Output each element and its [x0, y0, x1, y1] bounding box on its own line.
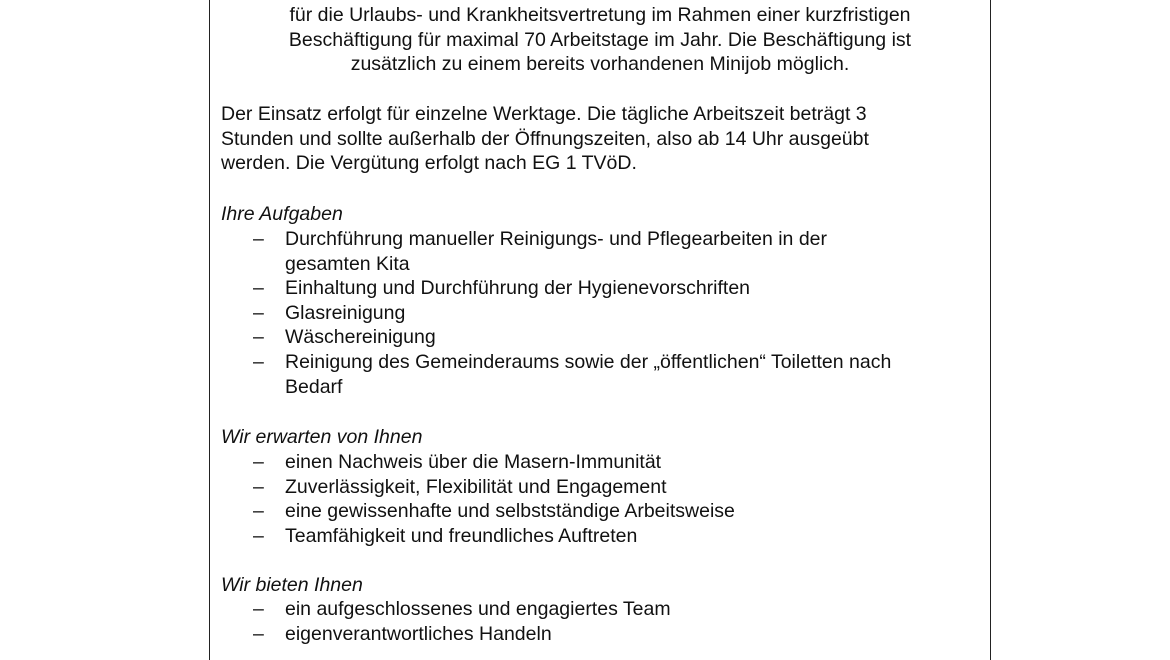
section-heading-offer: Wir bieten Ihnen [221, 574, 363, 596]
dash-bullet: – [253, 326, 264, 349]
dash-bullet: – [253, 277, 264, 300]
list-item [210, 524, 735, 549]
expectations-list [210, 450, 735, 548]
list-item-line: Durchführung manueller Reinigungs- und Pflegearbeiten in der [285, 228, 828, 250]
list-item-line: Einhaltung und Durchführung der Hygienevorschriften [285, 277, 751, 300]
work-details-paragraph [221, 102, 981, 176]
intro-line: zusätzlich zu einem bereits vorhandenen Minijob möglich. [350, 53, 850, 76]
section-heading-expectations: Wir erwarten von Ihnen [221, 426, 423, 448]
list-item [210, 227, 891, 276]
list-item-line: Glasreinigung [285, 301, 406, 324]
dash-bullet: – [253, 500, 264, 523]
paragraph-line: Stunden und sollte außerhalb der Öffnungszeiten, also ab 14 Uhr ausgeübt [221, 127, 869, 150]
list-item-line: gesamten Kita [285, 252, 410, 275]
section-heading-tasks: Ihre Aufgaben [221, 203, 343, 225]
dash-bullet: – [253, 350, 264, 373]
list-item-line: Reinigung des Gemeinderaums sowie der „öffentlichen“ Toiletten nach [285, 350, 892, 373]
list-item [210, 350, 891, 399]
list-item-line: Wäschereinigung [285, 326, 436, 349]
paragraph-line: Der Einsatz erfolgt für einzelne Werktage. Die tägliche Arbeitszeit beträgt 3 [221, 103, 867, 125]
list-item [210, 622, 671, 647]
list-item [210, 450, 735, 475]
dash-bullet: – [253, 622, 264, 645]
list-item-line: eigenverantwortliches Handeln [285, 622, 552, 645]
list-item-line: Bedarf [285, 375, 343, 398]
list-item [210, 325, 891, 350]
list-item [210, 499, 735, 524]
list-item-line: Teamfähigkeit und freundliches Auftreten [285, 524, 638, 547]
dash-bullet: – [253, 301, 264, 324]
dash-bullet: – [253, 228, 264, 250]
offer-list [210, 597, 671, 646]
intro-line: für die Urlaubs- und Krankheitsvertretung im Rahmen einer kurzfristigen [289, 4, 911, 26]
dash-bullet: – [253, 524, 264, 547]
list-item-line: eine gewissenhafte und selbstständige Arbeitsweise [285, 500, 735, 523]
list-item [210, 475, 735, 500]
list-item [210, 276, 891, 301]
paragraph-line: werden. Die Vergütung erfolgt nach EG 1 TVöD. [221, 152, 637, 175]
list-item [210, 301, 891, 326]
intro-text [210, 3, 990, 77]
list-item [210, 597, 671, 622]
dash-bullet: – [253, 475, 264, 498]
intro-line: Beschäftigung für maximal 70 Arbeitstage im Jahr. Die Beschäftigung ist [288, 28, 912, 51]
document-page [209, 0, 991, 660]
dash-bullet: – [253, 451, 264, 473]
list-item-line: Zuverlässigkeit, Flexibilität und Engagement [285, 475, 667, 498]
dash-bullet: – [253, 598, 264, 620]
list-item-line: ein aufgeschlossenes und engagiertes Team [285, 598, 671, 620]
list-item-line: einen Nachweis über die Masern-Immunität [285, 451, 662, 473]
tasks-list [210, 227, 891, 399]
